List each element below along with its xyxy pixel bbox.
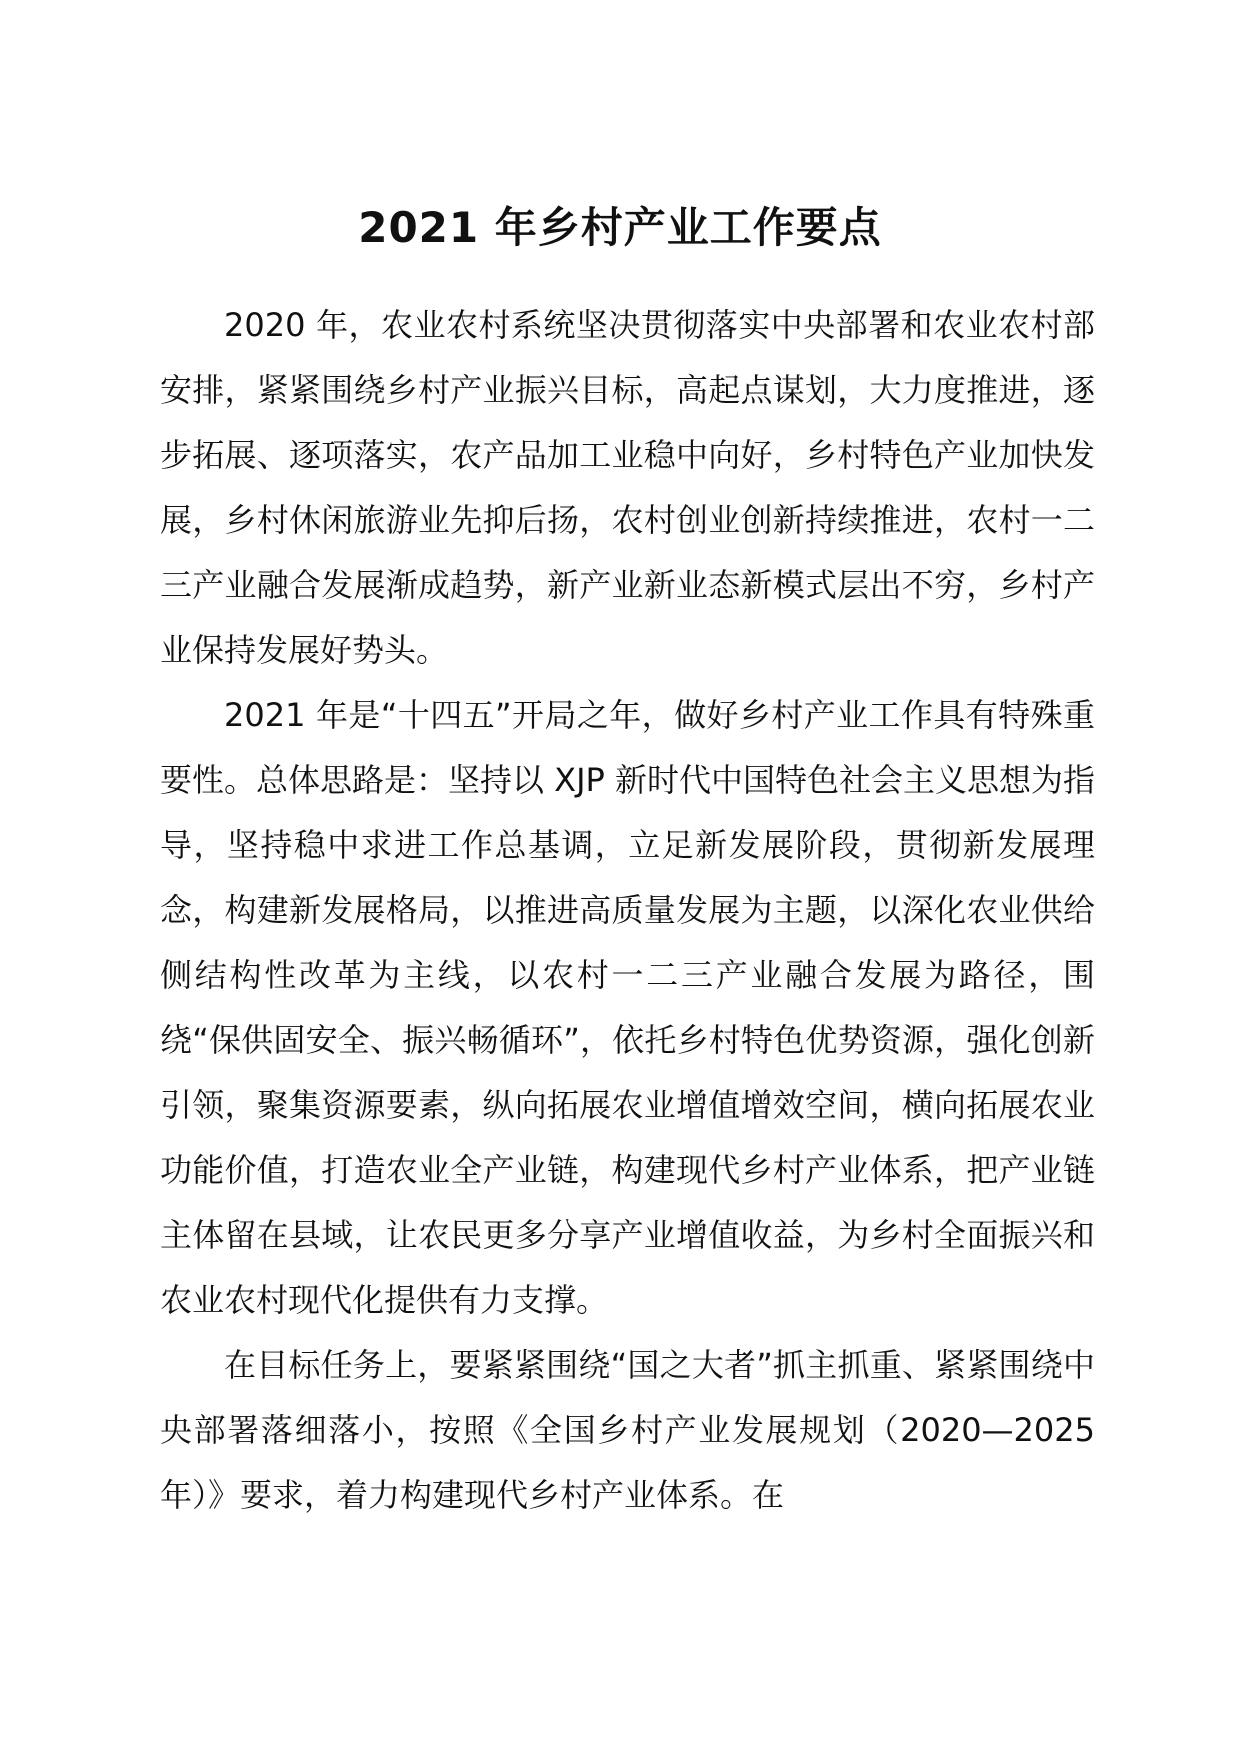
- document-title: 2021 年乡村产业工作要点: [358, 203, 882, 252]
- document-body: [160, 293, 1095, 1528]
- paragraph-1: 2020 年，农业农村系统坚决贯彻落实中央部署和农业农村部安排，紧紧围绕乡村产业振兴目标，高起点谋划，大力度推进，逐步拓展、逐项落实，农产品加工业稳中向好，乡村特色产业加快发展，乡村休闲旅游业先抑后扬，农村创业创新持续推进，农村一二三产业融合发展渐成趋势，新产业新业态新模式层出不穷，乡村产业保持发展好势头。: [160, 306, 1095, 669]
- paragraph-2: 2021 年是“十四五”开局之年，做好乡村产业工作具有特殊重要性。总体思路是：坚持以 XJP 新时代中国特色社会主义思想为指导，坚持稳中求进工作总基调，立足新发展阶段，贯彻新发展理念，构建新发展格局，以推进高质量发展为主题，以深化农业供给侧结构性改革为主线，以农村一二三产业融合发展为路径，围绕“保供固安全、振兴畅循环”，依托乡村特色优势资源，强化创新引领，聚集资源要素，纵向拓展农业增值增效空间，横向拓展农业功能价值，打造农业全产业链，构建现代乡村产业体系，把产业链主体留在县域，让农民更多分享产业增值收益，为乡村全面振兴和农业农村现代化提供有力支撑。: [160, 696, 1096, 1319]
- paragraph-3: 在目标任务上，要紧紧围绕“国之大者”抓主抓重、紧紧围绕中央部署落细落小，按照《全国乡村产业发展规划（2020—2025 年）》要求，着力构建现代乡村产业体系。在: [160, 1346, 1095, 1514]
